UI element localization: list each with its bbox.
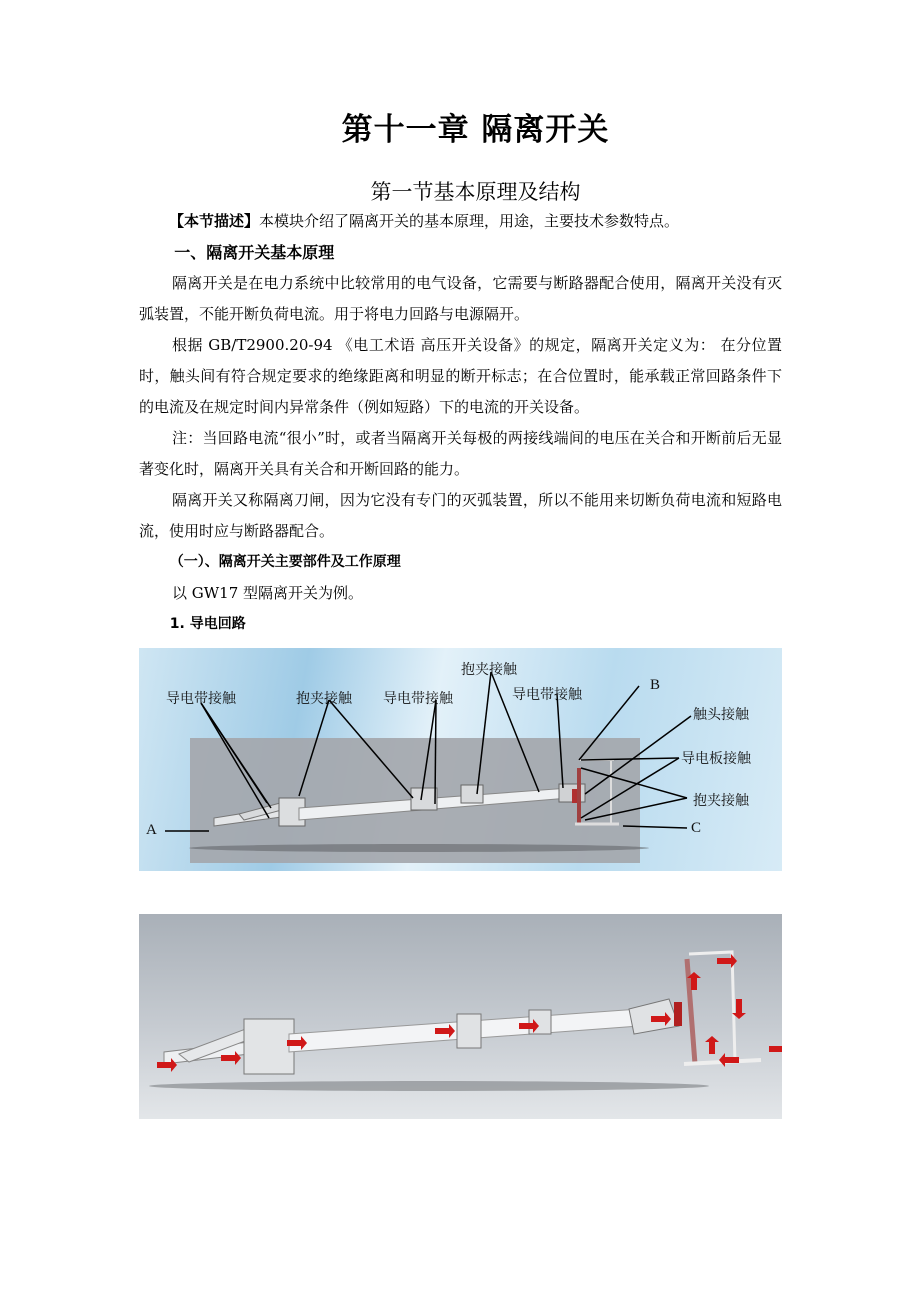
label-point-a: A [146, 822, 157, 838]
label-clamp-contact: 抱夹接触 [461, 662, 517, 678]
label-point-c: C [691, 820, 702, 836]
body-text [139, 206, 782, 640]
label-clamp-contact: 抱夹接触 [296, 691, 352, 707]
label-conductive-plate-contact: 导电板接触 [681, 751, 751, 767]
label-conductive-strap-contact: 导电带接触 [383, 691, 453, 707]
paragraph: 隔离开关又称隔离刀闸，因为它没有专门的灭弧装置，所以不能用来切断负荷电流和短路电流，使用时应与断路器配合。 [139, 491, 782, 540]
section-description [139, 206, 782, 237]
chapter-title: 第十一章 隔离开关 [341, 112, 610, 148]
description-label: 【本节描述】 [169, 212, 260, 230]
label-clamp-contact: 抱夹接触 [693, 793, 749, 809]
paragraph: 注：当回路电流“很小”时，或者当隔离开关每极的两接线端间的电压在关合和开断前后无显著变化时，隔离开关具有关合和开断回路的能力。 [139, 429, 782, 478]
description-text: 本模块介绍了隔离开关的基本原理，用途，主要技术参数特点。 [259, 212, 680, 230]
heading-conductive-circuit: 1. 导电回路 [169, 616, 246, 632]
label-conductive-strap-contact: 导电带接触 [512, 687, 582, 703]
current-flow-diagram [139, 914, 782, 1119]
section-title: 第一节基本原理及结构 [370, 180, 581, 204]
example-text: 以 GW17 型隔离开关为例。 [172, 584, 364, 602]
heading-basic-principle: 一、隔离开关基本原理 [174, 243, 335, 262]
figure-current-flow [139, 914, 782, 1119]
paragraph: 根据 GB/T2900.20-94 《电工术语 高压开关设备》的规定，隔离开关定义为： 在分位置时，触头间有符合规定要求的绝缘距离和明显的断开标志；在合位置时，能承载正常回路条件下的电流及在规定时间内异常条件（例如短路）下的电流的开关设备。 [139, 336, 782, 416]
label-conductive-strap-contact: 导电带接触 [166, 691, 236, 707]
paragraph: 隔离开关是在电力系统中比较常用的电气设备，它需要与断路器配合使用，隔离开关没有灭弧装置，不能开断负荷电流。用于将电力回路与电源隔开。 [139, 274, 782, 323]
figure-conductive-circuit-labeled [139, 648, 782, 871]
label-contact-head: 触头接触 [693, 707, 749, 723]
label-point-b: B [650, 677, 661, 693]
heading-components: （一）、隔离开关主要部件及工作原理 [169, 554, 401, 570]
